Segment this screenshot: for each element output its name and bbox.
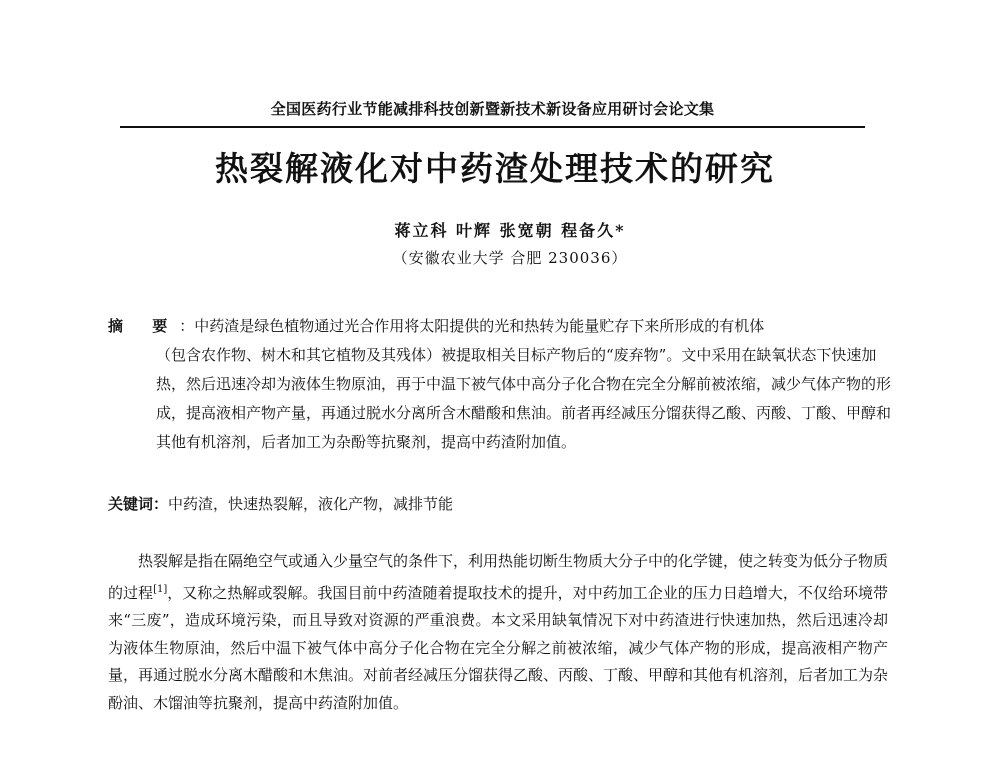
body-text-part1: 热裂解是指在隔绝空气或通入少量空气的条件下，利用热能切断生物质大分子中的化学键，使之转变为低分子物质的过程 bbox=[108, 552, 889, 602]
abstract-first-text: ：中药渣是绿色植物通过光合作用将太阳提供的光和热转为能量贮存下来所形成的有机体 bbox=[179, 317, 765, 335]
abstract-body: （包含农作物、树木和其它植物及其残体）被提取相关目标产物后的“废弃物”。文中采用在缺氧状态下快速加热，然后迅速冷却为液体生物原油，再于中温下被气体中高分子化合物在完全分解前被浓缩，减少气体产物的形成，提高液相产物产量，再通过脱水分离所含木醋酸和焦油。前者再经减压分馏获得乙酸、丙酸、丁酸、甲醇和其他有机溶剂，后者加工为杂酚等抗聚剂，提高中药渣附加值。 bbox=[156, 346, 892, 451]
header-rule bbox=[120, 126, 865, 128]
paper-title: 热裂解液化对中药渣处理技术的研究 bbox=[215, 149, 775, 188]
authors: 蒋立科 叶辉 张宽朝 程备久* bbox=[394, 221, 626, 240]
affiliation: （安徽农业大学 合肥 230036） bbox=[392, 249, 628, 267]
body-text-part2: ，又称之热解或裂解。我国目前中药渣随着提取技术的提升，对中药加工企业的压力日趋增大，不仅给环境带来“三废”，造成环境污染，而且导致对资源的严重浪费。本文采用缺氧情况下对中药渣进行快速加热，然后迅速冷却为液体生物原油，然后中温下被气体中高分子化合物在完全分解之前被浓缩，减少气体产物的形成，提高液相产物产量，再通过脱水分离木醋酸和木焦油。对前者经减压分馏获得乙酸、丙酸、丁酸、甲醇和其他有机溶剂，后者加工为杂酚油、木馏油等抗聚剂，提高中药渣附加值。 bbox=[108, 583, 889, 712]
proceedings-header: 全国医药行业节能减排科技创新暨新技术新设备应用研讨会论文集 bbox=[270, 100, 715, 118]
abstract bbox=[108, 312, 898, 457]
abstract-first-line bbox=[108, 312, 898, 341]
keywords bbox=[108, 493, 898, 514]
body-paragraph bbox=[108, 548, 888, 717]
citation-ref: [1] bbox=[153, 583, 168, 595]
keywords-text: 中药渣，快速热裂解，液化产物，减排节能 bbox=[168, 495, 454, 513]
abstract-label: 摘 要 bbox=[108, 317, 180, 335]
keywords-label: 关键词： bbox=[108, 495, 169, 513]
